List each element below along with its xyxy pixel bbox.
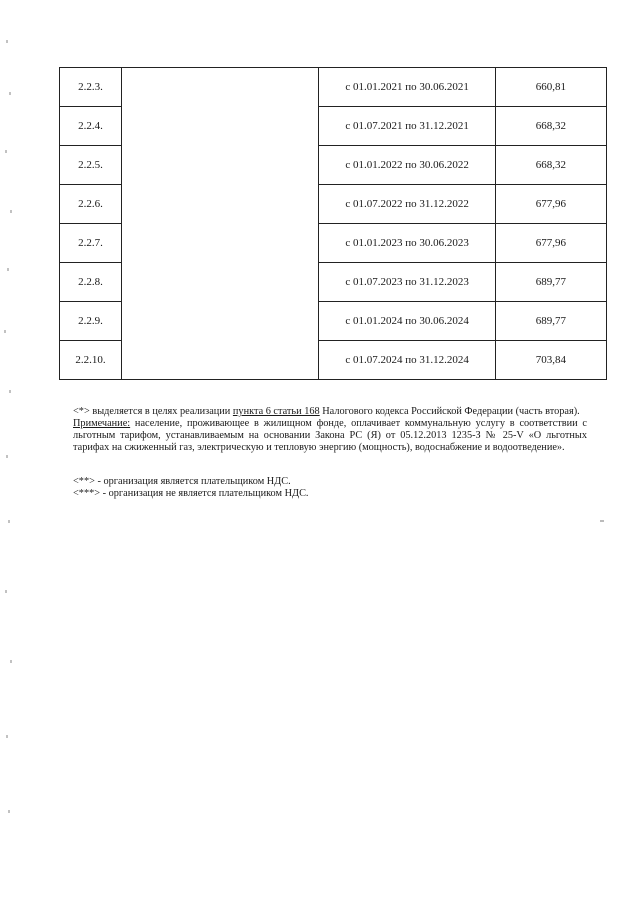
tariff-value-cell: 689,77 <box>495 263 606 302</box>
period-cell: с 01.07.2022 по 31.12.2022 <box>319 185 495 224</box>
tariff-value-cell: 668,32 <box>495 107 606 146</box>
remark-text: население, проживающее в жилищном фонде, оплачивает коммунальную услугу в соответствии с льготным тарифом, устанавливаемым на основании Закона РС (Я) от 05.12.2013 1235-З № 25-V «О льготных тарифах на сжиженный газ, электрическую и тепловую энергию (мощность), водоснабжение и водоотведение». <box>73 418 587 453</box>
tariff-value-cell: 668,32 <box>495 146 606 185</box>
period-cell: с 01.01.2021 по 30.06.2021 <box>319 68 495 107</box>
vat-nonpayer-note: <***> - организация не является плательщиком НДС. <box>73 488 309 499</box>
footnote-text: выделяется в целях реализации <box>89 406 233 417</box>
footnote-paragraph <box>73 406 587 418</box>
tariff-value-cell: 660,81 <box>495 68 606 107</box>
tariff-value-cell: 689,77 <box>495 302 606 341</box>
tariff-table-body <box>60 68 607 380</box>
row-number: 2.2.5. <box>60 146 122 185</box>
scan-edge-marks <box>0 0 18 905</box>
row-number: 2.2.8. <box>60 263 122 302</box>
row-number: 2.2.4. <box>60 107 122 146</box>
table-row <box>60 68 607 107</box>
tax-code-article-link[interactable]: пункта 6 статьи 168 <box>232 406 320 417</box>
tariff-value-cell: 677,96 <box>495 185 606 224</box>
period-cell: с 01.01.2023 по 30.06.2023 <box>319 224 495 263</box>
tariff-value-cell: 703,84 <box>495 341 606 380</box>
row-number: 2.2.6. <box>60 185 122 224</box>
blank-merged-cell <box>122 68 319 380</box>
row-number: 2.2.3. <box>60 68 122 107</box>
row-number: 2.2.7. <box>60 224 122 263</box>
tariff-table <box>59 67 607 380</box>
period-cell: с 01.07.2023 по 31.12.2023 <box>319 263 495 302</box>
period-cell: с 01.01.2024 по 30.06.2024 <box>319 302 495 341</box>
period-cell: с 01.07.2024 по 31.12.2024 <box>319 341 495 380</box>
remark-paragraph <box>73 418 587 454</box>
footnote-text-end: Налогового кодекса Российской Федерации (часть вторая). <box>319 406 580 417</box>
remark-label: Примечание: <box>73 418 131 429</box>
vat-payer-note: <**> - организация является плательщиком НДС. <box>73 476 291 487</box>
notes-block <box>73 406 587 500</box>
row-number: 2.2.10. <box>60 341 122 380</box>
scan-speck <box>600 520 604 522</box>
tariff-value-cell: 677,96 <box>495 224 606 263</box>
footnote-marker: <*> <box>73 406 90 417</box>
period-cell: с 01.07.2021 по 31.12.2021 <box>319 107 495 146</box>
row-number: 2.2.9. <box>60 302 122 341</box>
period-cell: с 01.01.2022 по 30.06.2022 <box>319 146 495 185</box>
